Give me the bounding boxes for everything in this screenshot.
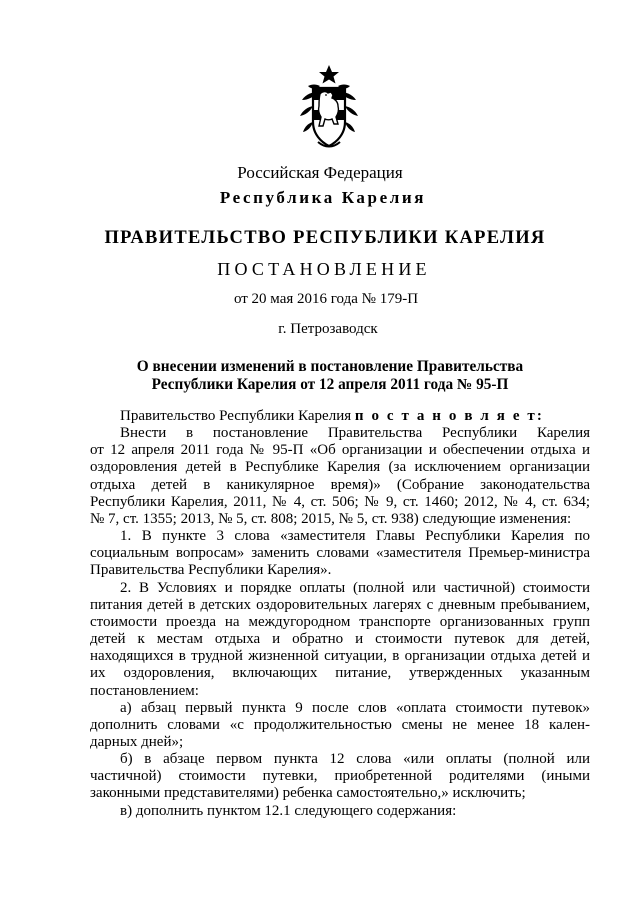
body-text-line: от 12 апреля 2011 года № 95-П «Об организации и обеспечении отдыха и: [90, 442, 590, 459]
body-text-line: стоимости проезда на междугородном транспорте организованных групп: [90, 613, 590, 630]
body-text-line: их оздоровления, включающих питание, утвержденных указанным: [90, 665, 590, 682]
body-text-line: дополнить словами «с продолжительностью смены не менее 18 кален-: [90, 716, 590, 733]
body-text-line: 1. В пункте 3 слова «заместителя Главы Республики Карелия по: [120, 528, 590, 545]
body-text-line: постановлением:: [90, 682, 199, 699]
body-text-line: отдыха детей в каникулярное время)» (Собрание законодательства: [90, 476, 590, 493]
body-text-line: частичной) стоимости путевки, приобретенной родителями (иными: [90, 768, 590, 785]
government-title: ПРАВИТЕЛЬСТВО РЕСПУБЛИКИ КАРЕЛИЯ: [104, 228, 546, 248]
country-name: Российская Федерация: [237, 163, 403, 182]
body-text-line: № 7, ст. 1355; 2013, № 5, ст. 808; 2015, № 5, ст. 938) следующие изменения:: [90, 510, 572, 527]
body-text-line: 2. В Условиях и порядке оплаты (полной или частичной) стоимости: [120, 579, 590, 596]
body-text-line: Правительства Республики Карелия».: [90, 562, 332, 579]
decree-body: [90, 408, 590, 820]
body-text-line: оздоровления детей в Республике Карелия (за исключением организации: [90, 459, 590, 476]
body-text-line: дарных дней»;: [90, 733, 184, 750]
intro-prefix: Правительство Республики Карелия: [120, 408, 355, 424]
intro-paragraph: [90, 408, 590, 425]
body-text-line: социальным вопросам» заменить словами «заместителя Премьер-министра: [90, 545, 590, 562]
body-text-line: питания детей в детских оздоровительных лагерях с дневным пребыванием,: [90, 596, 590, 613]
city-name: г. Петрозаводск: [278, 321, 378, 337]
subject-line: Республики Карелия от 12 апреля 2011 года № 95-П: [151, 376, 509, 393]
body-text-line: детей к местам отдыха и обратно и стоимости путевок для детей,: [90, 631, 590, 648]
body-text-line: Республики Карелия, 2011, № 4, ст. 506; № 9, ст. 1460; 2012, № 4, ст. 634;: [90, 493, 590, 510]
subject-line: О внесении изменений в постановление Правительства: [136, 358, 524, 375]
republic-name: Республика Карелия: [219, 188, 427, 207]
body-text-line: законными представителями) ребенка самостоятельно,» исключить;: [90, 785, 526, 802]
decree-subject: [130, 358, 530, 394]
decree-date-number: от 20 мая 2016 года № 179-П: [233, 291, 419, 307]
intro-decrees: п о с т а н о в л я е т:: [354, 408, 544, 424]
coat-of-arms-emblem: [298, 64, 360, 150]
body-text-line: находящихся в трудной жизненной ситуации, в организации отдыха детей и: [90, 648, 590, 665]
body-text-line: Внести в постановление Правительства Республики Карелия: [120, 425, 590, 442]
document-type: ПОСТАНОВЛЕНИЕ: [217, 259, 431, 279]
body-text-line: б) в абзаце первом пункта 12 слова «или оплаты (полной или: [120, 751, 590, 768]
body-text-line: в) дополнить пунктом 12.1 следующего содержания:: [120, 802, 457, 819]
body-text-line: а) абзац первый пункта 9 после слов «оплата стоимости путевок»: [120, 699, 590, 716]
